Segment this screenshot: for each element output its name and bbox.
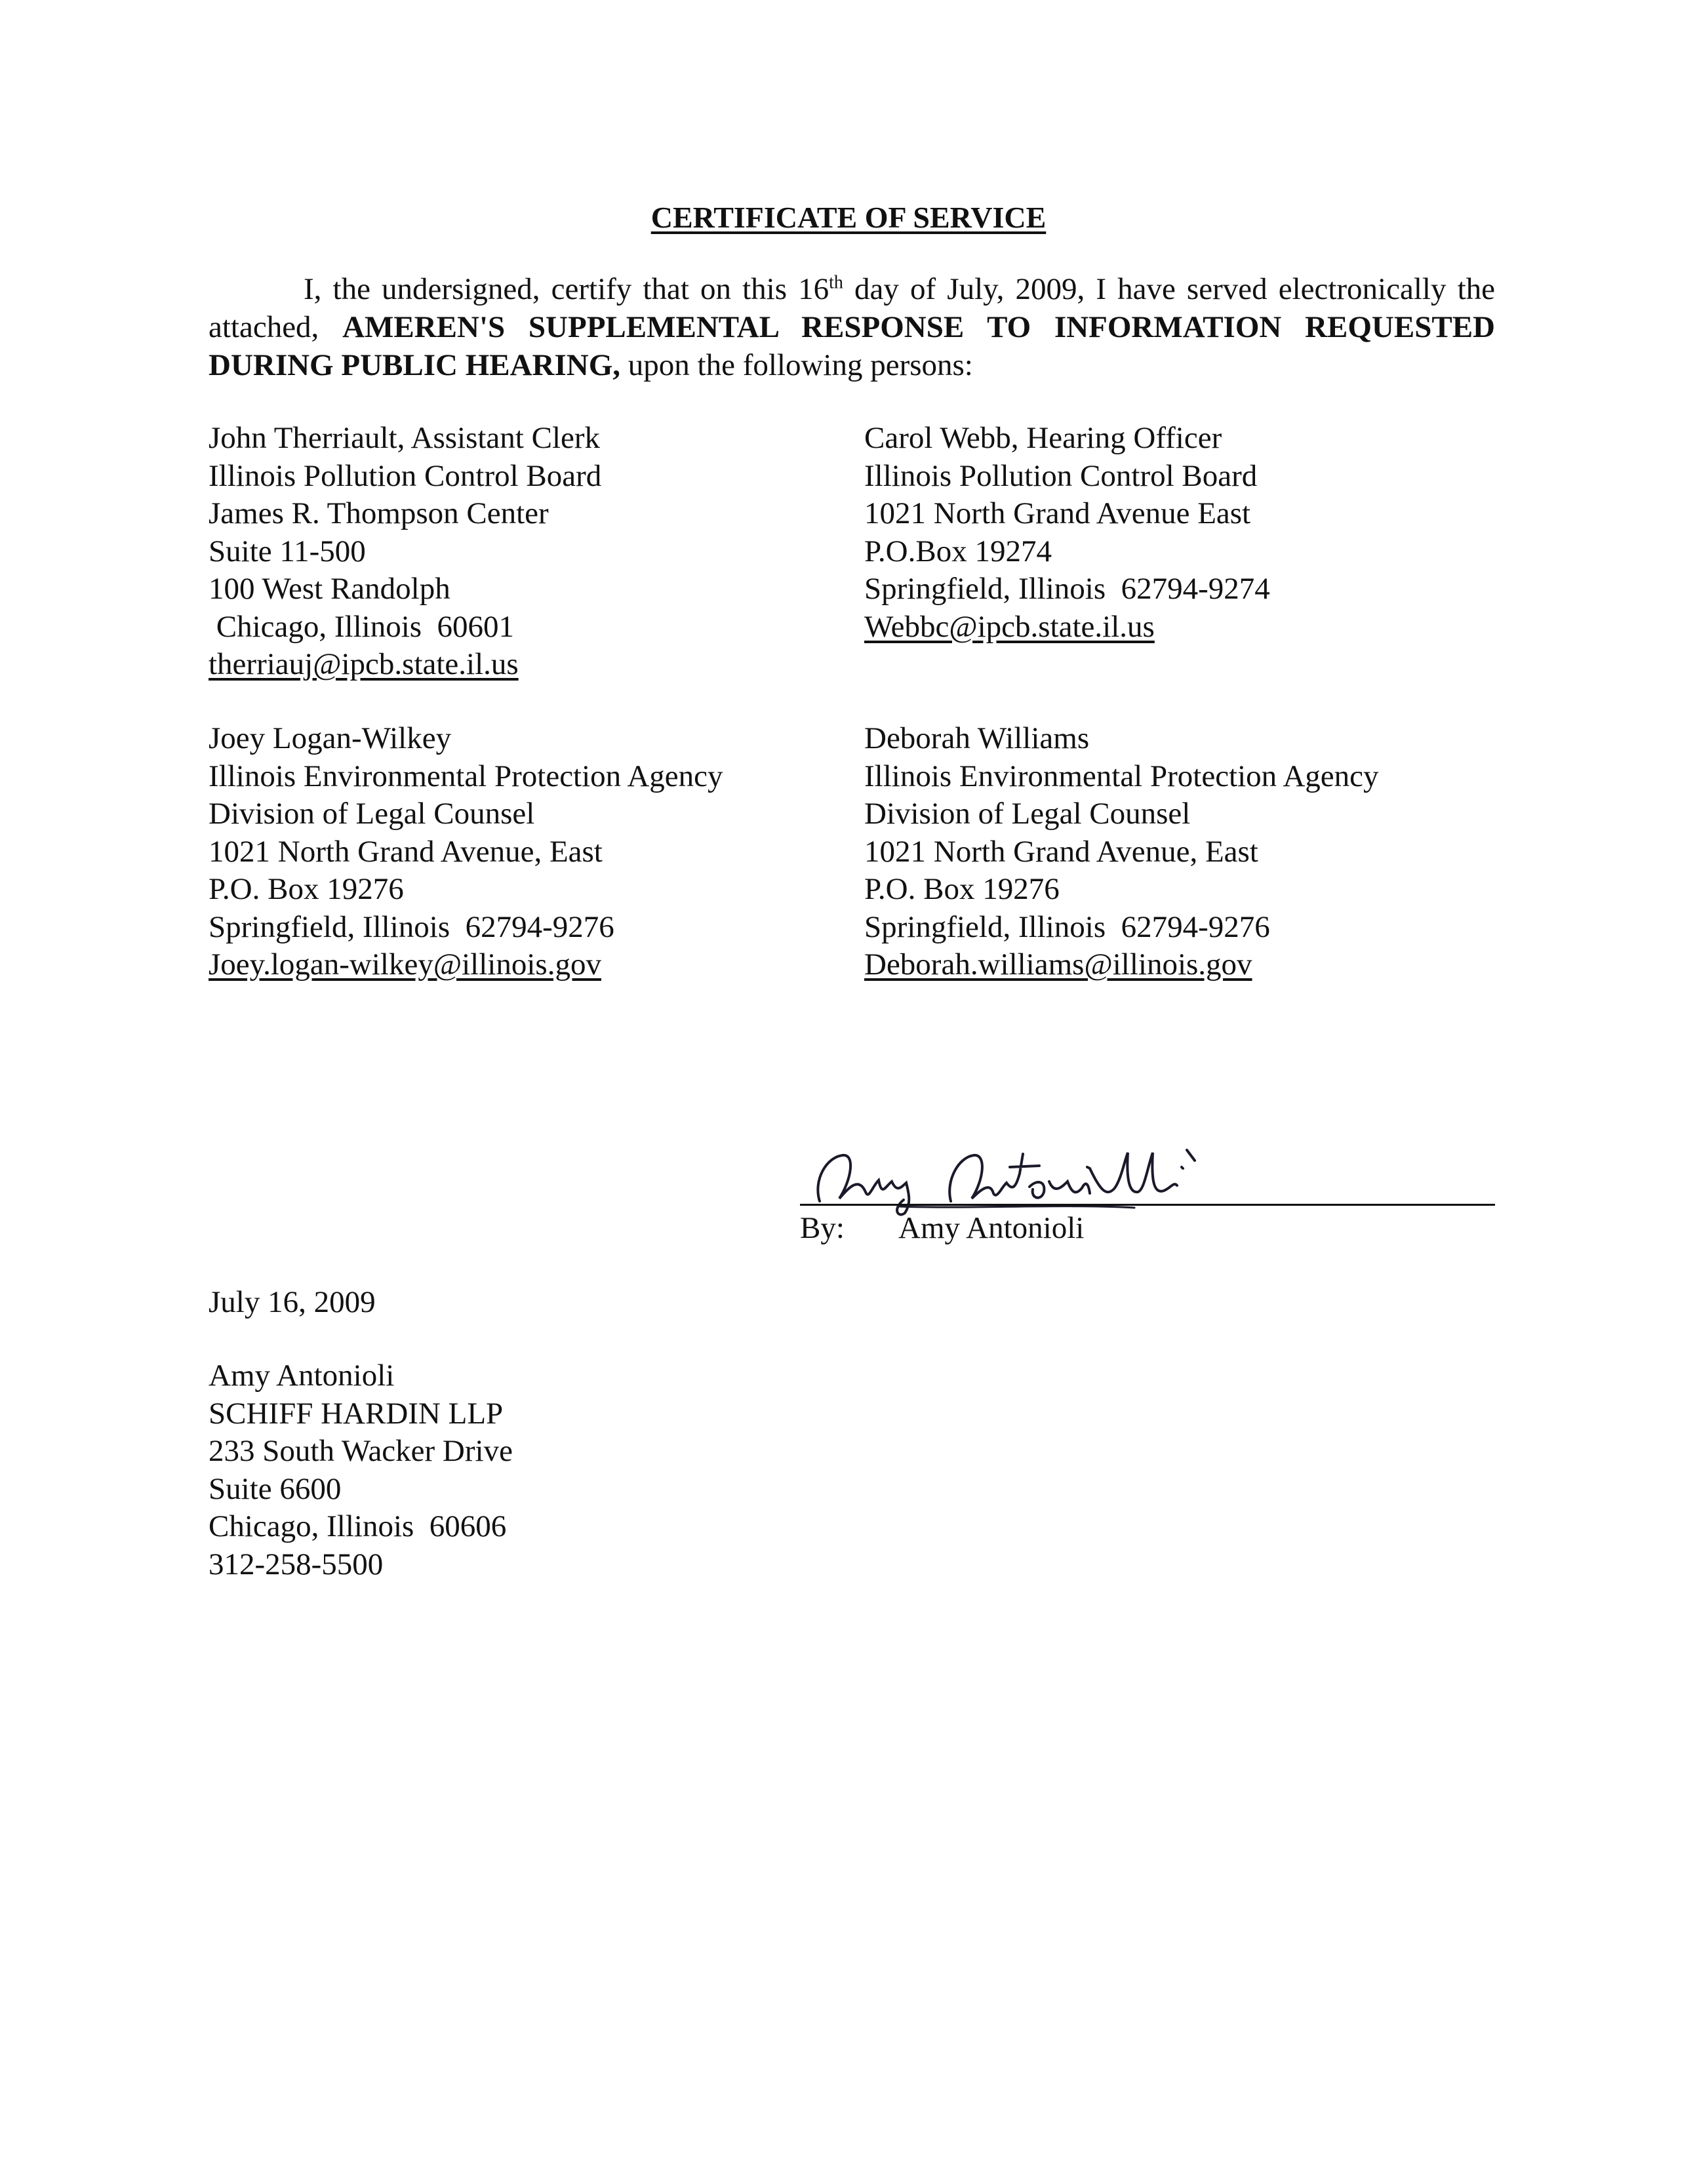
recipient-email[interactable]: Deborah.williams@illinois.gov — [864, 947, 1252, 982]
intro-text-end: upon the following persons: — [620, 348, 973, 382]
recipient-line: Division of Legal Counsel — [864, 797, 1191, 831]
recipient-line: Deborah Williams — [864, 721, 1090, 755]
recipient-line: James R. Thompson Center — [209, 496, 549, 530]
recipient-line: Illinois Pollution Control Board — [209, 458, 602, 493]
recipient-line: 1021 North Grand Avenue East — [864, 496, 1251, 530]
recipient-line: Joey Logan-Wilkey — [209, 721, 452, 755]
signer-line: Amy Antonioli — [209, 1359, 395, 1393]
signature-block — [793, 1141, 1495, 1259]
recipient-line: John Therriault, Assistant Clerk — [209, 421, 601, 455]
recipient-line: Springfield, Illinois 62794-9274 — [864, 572, 1270, 606]
ordinal-suffix: th — [829, 272, 843, 293]
intro-paragraph — [209, 270, 1495, 384]
recipient-line: Springfield, Illinois 62794-9276 — [864, 909, 1270, 944]
signature-line — [800, 1204, 1495, 1206]
signer-name: Amy Antonioli — [898, 1211, 1085, 1245]
recipient-line: Illinois Environmental Protection Agency — [864, 759, 1379, 793]
recipient-email[interactable]: Webbc@ipcb.state.il.us — [864, 609, 1155, 644]
recipient-line: Chicago, Illinois 60601 — [209, 609, 515, 644]
recipient-line: 1021 North Grand Avenue, East — [864, 834, 1258, 869]
served-document-title: AMEREN'S SUPPLEMENTAL RESPONSE TO INFORMATION REQUESTED DURING PUBLIC HEARING, — [209, 310, 1496, 382]
intro-text-middle: day of July, 2009, I have served electronically the attached, — [209, 272, 1495, 344]
recipient-line: Suite 11-500 — [209, 534, 366, 568]
recipient-line: Springfield, Illinois 62794-9276 — [209, 909, 614, 944]
signing-date: July 16, 2009 — [209, 1285, 376, 1319]
signer-line: SCHIFF HARDIN LLP — [209, 1396, 504, 1431]
signer-contact-block — [209, 1357, 513, 1583]
recipient-logan-wilkey — [209, 720, 723, 984]
recipient-therriault — [209, 420, 601, 684]
document-title: CERTIFICATE OF SERVICE — [650, 201, 1047, 234]
recipient-line: Division of Legal Counsel — [209, 797, 535, 831]
signer-line: Suite 6600 — [209, 1471, 342, 1506]
intro-text-start: I, the undersigned, certify that on this 16 — [304, 272, 829, 306]
signer-line: Chicago, Illinois 60606 — [209, 1509, 507, 1543]
recipient-line: Illinois Pollution Control Board — [864, 458, 1258, 493]
recipient-email[interactable]: Joey.logan-wilkey@illinois.gov — [209, 947, 601, 982]
recipient-line: P.O.Box 19274 — [864, 534, 1052, 568]
recipient-line: P.O. Box 19276 — [209, 872, 404, 906]
recipient-email[interactable]: therriauj@ipcb.state.il.us — [209, 647, 519, 681]
by-label: By: — [800, 1211, 845, 1245]
handwritten-signature — [793, 1141, 1252, 1220]
recipient-williams — [864, 720, 1379, 984]
signer-phone: 312-258-5500 — [209, 1547, 384, 1581]
recipient-line: P.O. Box 19276 — [864, 872, 1060, 906]
recipient-line: Illinois Environmental Protection Agency — [209, 759, 723, 793]
recipient-webb — [864, 420, 1270, 646]
recipient-line: 100 West Randolph — [209, 572, 450, 606]
signer-line: 233 South Wacker Drive — [209, 1434, 513, 1468]
recipient-line: 1021 North Grand Avenue, East — [209, 834, 603, 869]
recipient-line: Carol Webb, Hearing Officer — [864, 421, 1222, 455]
